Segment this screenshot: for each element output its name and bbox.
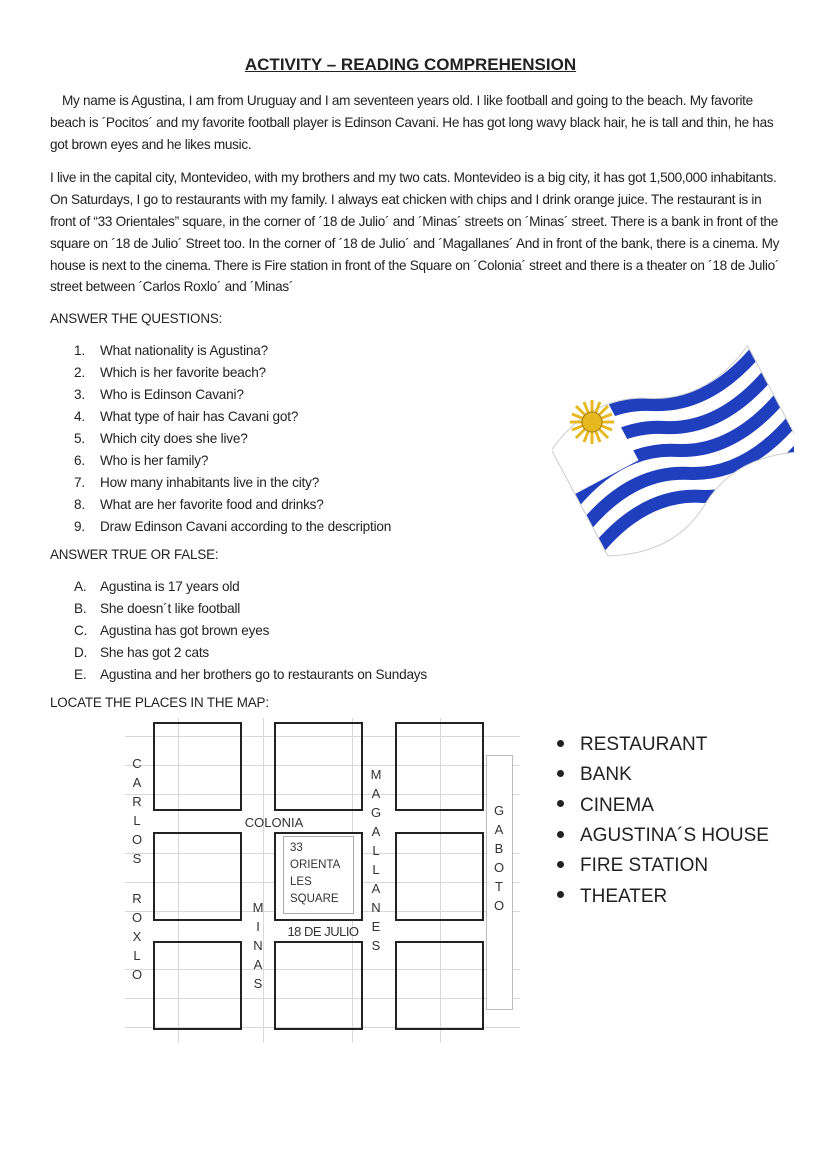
place-item: THEATER — [557, 885, 667, 909]
item-number: 5. — [74, 431, 85, 447]
item-number: 1. — [74, 343, 85, 359]
item-number: A. — [74, 579, 87, 595]
street-label-magallanes: M A G A L L A N E S — [370, 767, 382, 954]
item-text: She has got 2 cats — [100, 645, 209, 661]
place-item: CINEMA — [557, 794, 654, 818]
worksheet-title: ACTIVITY – READING COMPREHENSION — [244, 55, 577, 74]
place-item: AGUSTINA´S HOUSE — [557, 824, 769, 848]
paragraph-intro: My name is Agustina, I am from Uruguay and I am seventeen years old. I like football and going to the beach. My favorite beach is ´Pocitos´ and my favorite football player is Edinson Cavani. He has got long wavy black hair, he is tall and thin, he has got brown eyes and he likes music. — [50, 93, 774, 152]
true-false-item — [74, 576, 785, 598]
item-number: 7. — [74, 475, 85, 491]
true-false-item — [74, 642, 785, 664]
street-label-colonia: COLONIA — [244, 815, 304, 831]
questions-heading: ANSWER THE QUESTIONS: — [50, 311, 223, 327]
item-number: 3. — [74, 387, 85, 403]
map-block — [153, 722, 242, 811]
item-text: Agustina is 17 years old — [100, 579, 240, 595]
item-text: Who is Edinson Cavani? — [100, 387, 244, 403]
map-block — [274, 941, 363, 1030]
item-number: 8. — [74, 497, 85, 513]
item-text: Agustina has got brown eyes — [100, 623, 270, 639]
item-number: 2. — [74, 365, 85, 381]
true-false-list — [50, 576, 785, 686]
uruguay-flag-image — [552, 322, 794, 562]
item-text: Agustina and her brothers go to restaurants on Sundays — [100, 667, 427, 683]
item-text: Which is her favorite beach? — [100, 365, 266, 381]
place-item: RESTAURANT — [557, 733, 707, 757]
map-block — [153, 832, 242, 921]
place-item: BANK — [557, 763, 632, 787]
street-map — [0, 714, 821, 1044]
item-number: B. — [74, 601, 87, 617]
map-block — [395, 832, 484, 921]
item-number: C. — [74, 623, 88, 639]
paragraph-city: I live in the capital city, Montevideo, with my brothers and my two cats. Montevideo is a big city, it has got 1,500,000 inhabitants. On Saturdays, I go to restaurants with my family. I always eat chicken with chips and I drink orange juice. The restaurant is in front of “33 Orientales” square, in the corner of ´18 de Julio´ and ´Minas´ streets on ´Minas´ street. There is a bank in front of the square on ´18 de Julio´ Street too. In the corner of ´18 de Julio´ and ´Magallanes´ And in front of the bank, there is a cinema. My house is next to the cinema. There is Fire station in front of the Square on ´Colonia´ street and there is a theater on ´18 de Julio´ street between ´Carlos Roxlo´ and ´Minas´ — [50, 170, 780, 295]
true-false-item — [74, 620, 785, 642]
place-item: FIRE STATION — [557, 854, 708, 878]
item-text: How many inhabitants live in the city? — [100, 475, 320, 491]
item-text: What nationality is Agustina? — [100, 343, 268, 359]
true-false-item — [74, 664, 785, 686]
item-text: Which city does she live? — [100, 431, 248, 447]
map-block — [395, 941, 484, 1030]
map-block — [274, 722, 363, 811]
street-label-gaboto: G A B O T O — [493, 803, 505, 914]
map-block — [153, 941, 242, 1030]
map-block — [395, 722, 484, 811]
item-number: D. — [74, 645, 88, 661]
item-text: Who is her family? — [100, 453, 209, 469]
street-label-18-de-julio: 18 DE JULIO — [287, 924, 359, 940]
street-label-carlos: C A R L O S — [131, 756, 143, 867]
street-label-minas: M I N A S — [252, 900, 264, 992]
sun-of-may-icon — [570, 400, 614, 444]
item-number: 4. — [74, 409, 85, 425]
item-number: 6. — [74, 453, 85, 469]
worksheet-body — [50, 90, 785, 1044]
item-text: What are her favorite food and drinks? — [100, 497, 324, 513]
item-text: She doesn´t like football — [100, 601, 241, 617]
true-false-item — [74, 598, 785, 620]
item-text: What type of hair has Cavani got? — [100, 409, 299, 425]
square-label: 33 ORIENTA LES SQUARE — [290, 842, 340, 906]
true-false-heading: ANSWER TRUE OR FALSE: — [50, 547, 219, 563]
item-number: 9. — [74, 519, 85, 535]
street-label-roxlo: R O X L O — [131, 891, 143, 983]
map-heading: LOCATE THE PLACES IN THE MAP: — [50, 695, 269, 711]
item-number: E. — [74, 667, 87, 683]
item-text: Draw Edinson Cavani according to the description — [100, 519, 392, 535]
